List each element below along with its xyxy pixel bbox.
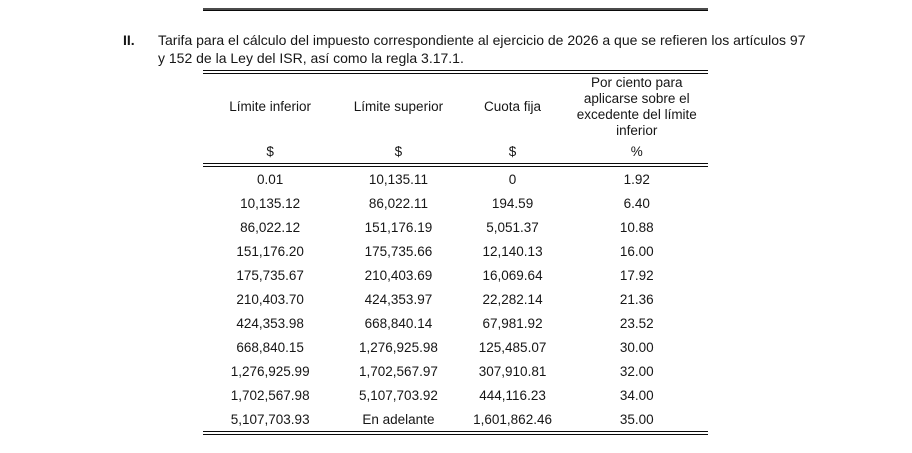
table-cell: 668,840.14 [364,315,433,331]
table-cell: 1.92 [623,171,650,187]
table-cell: 175,735.67 [236,267,304,283]
table-cell: 86,022.11 [368,195,428,211]
table-cell: 1,601,862.46 [473,411,552,427]
table-cell: 194.59 [491,195,534,211]
table-cell: 0 [508,171,517,187]
table-row [203,215,708,239]
table-cell: 6.40 [623,195,650,211]
table-cell: 424,353.98 [236,315,304,331]
table-cell: 5,051.37 [486,219,539,235]
table-cell: 10.88 [619,219,654,235]
table-cell: 17.92 [619,267,654,283]
col-header-limite-inferior: Límite inferior [229,99,312,114]
table-row [203,335,708,359]
table-cell: 1,702,567.98 [230,387,310,403]
table-cell: 67,981.92 [482,315,543,331]
table-cell: 5,107,703.92 [359,387,438,403]
table-cell: 10,135.12 [240,195,301,211]
unit-limite-superior: $ [337,140,459,167]
table-cell: 668,840.15 [236,339,304,355]
section-marker: II. [123,32,135,48]
section-text [158,31,813,67]
unit-cuota-fija: $ [460,140,566,167]
table-cell: 151,176.20 [236,243,304,259]
table-cell: 210,403.70 [236,291,304,307]
table-cell: 1,276,925.99 [230,363,310,379]
table-cell: 35.00 [619,411,654,427]
tariff-table [203,70,708,435]
table-cell: 125,485.07 [478,339,547,355]
table-row [203,383,708,407]
table-cell: 10,135.11 [368,171,428,187]
table-row [203,311,708,335]
table-cell: 444,116.23 [479,387,546,403]
tariff-table-body [203,167,708,431]
table-cell: 22,282.14 [482,291,543,307]
table-cell: 210,403.69 [364,267,433,283]
table-cell: 0.01 [257,171,284,187]
col-header-por-ciento: Por ciento para aplicarse sobre el excedente del límite inferior [576,75,697,138]
section-text-line-1: Tarifa para el cálculo del impuesto correspondiente al ejercicio de 2026 a que se refieren los artículos 97 [158,32,806,48]
table-cell: 23.52 [619,315,654,331]
table-row [203,263,708,287]
col-header-cuota-fija: Cuota fija [484,99,542,114]
table-cell: 307,910.81 [478,363,547,379]
table-cell: 1,276,925.98 [359,339,438,355]
table-cell: En adelante [362,411,435,427]
table-cell: 30.00 [619,339,654,355]
table-row [203,287,708,311]
table-row [203,359,708,383]
table-cell: 424,353.97 [364,291,433,307]
section-text-line-2: y 152 de la Ley del ISR, así como la regla 3.17.1. [158,50,464,66]
unit-por-ciento: % [566,140,708,167]
table-cell: 5,107,703.93 [230,411,310,427]
table-row [203,191,708,215]
table-row [203,239,708,263]
table-cell: 16,069.64 [482,267,543,283]
col-header-limite-superior: Límite superior [353,99,444,114]
tariff-table-container [203,70,708,435]
section-paragraph [123,31,813,67]
unit-limite-inferior: $ [203,140,337,167]
top-divider-line [203,8,708,11]
table-cell: 86,022.12 [240,219,301,235]
table-cell: 34.00 [619,387,654,403]
table-cell: 12,140.13 [482,243,543,259]
table-row [203,407,708,431]
table-cell: 151,176.19 [364,219,433,235]
table-cell: 16.00 [619,243,654,259]
tariff-table-head [203,74,708,167]
header-row [203,74,708,140]
units-row [203,140,708,167]
table-cell: 1,702,567.97 [359,363,438,379]
table-cell: 175,735.66 [364,243,433,259]
table-cell: 21.36 [619,291,654,307]
table-row [203,167,708,191]
table-cell: 32.00 [619,363,654,379]
